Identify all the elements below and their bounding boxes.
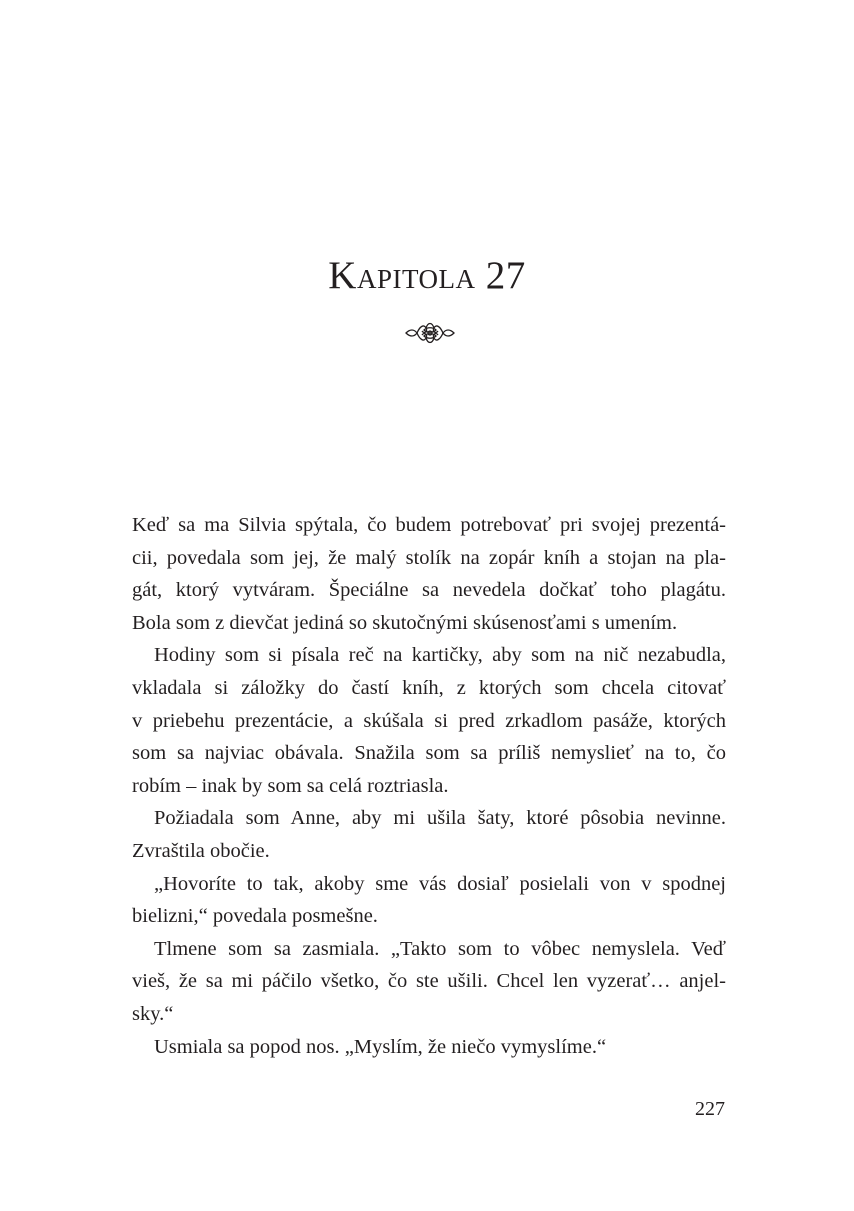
- paragraph: [132, 868, 726, 933]
- text-line: Keď sa ma Silvia spýtala, čo budem potrebovať pri svojej prezentá-: [132, 514, 726, 536]
- text-line: robím – inak by som sa celá roztriasla.: [132, 774, 449, 797]
- paragraph: [132, 639, 726, 802]
- text-line: „Hovoríte to tak, akoby sme vás dosiaľ posielali von v spodnej: [154, 872, 726, 895]
- body-text: [132, 509, 726, 1063]
- text-line: bielizni,“ povedala posmešne.: [132, 905, 378, 928]
- text-line: Usmiala sa popod nos. „Myslím, že niečo vymyslíme.“: [154, 1035, 607, 1058]
- text-line: sky.“: [132, 1002, 174, 1025]
- text-line: Bola som z dievčat jediná so skutočnými skúsenosťami s umením.: [132, 611, 678, 634]
- chapter-title: Kapitola 27: [328, 254, 526, 297]
- flourish-ornament-icon: [404, 318, 456, 348]
- text-line: Požiadala som Anne, aby mi ušila šaty, ktoré pôsobia nevinne.: [154, 807, 726, 830]
- text-line: cii, povedala som jej, že malý stolík na zopár kníh a stojan na pla-: [132, 546, 726, 569]
- text-line: Tlmene som sa zasmiala. „Takto som to vôbec nemyslela. Veď: [154, 937, 726, 960]
- text-line: vieš, že sa mi páčilo všetko, čo ste ušili. Chcel len vyzerať… anjel-: [132, 970, 726, 993]
- paragraph: [132, 802, 726, 867]
- text-line: gát, ktorý vytváram. Špeciálne sa nevedela dočkať toho plagátu.: [132, 579, 726, 602]
- paragraph: [132, 933, 726, 1031]
- text-line: v priebehu prezentácie, a skúšala si pred zrkadlom pasáže, ktorých: [132, 709, 726, 732]
- text-line: vkladala si záložky do častí kníh, z ktorých som chcela citovať: [132, 676, 726, 699]
- text-line: Hodiny som si písala reč na kartičky, aby som na nič nezabudla,: [154, 644, 726, 667]
- text-line: Zvraštila obočie.: [132, 839, 270, 862]
- paragraph: [132, 509, 726, 639]
- page-number: 227: [695, 1098, 725, 1120]
- text-line: som sa najviac obávala. Snažila som sa príliš nemyslieť na to, čo: [132, 742, 726, 765]
- paragraph: [132, 1031, 726, 1064]
